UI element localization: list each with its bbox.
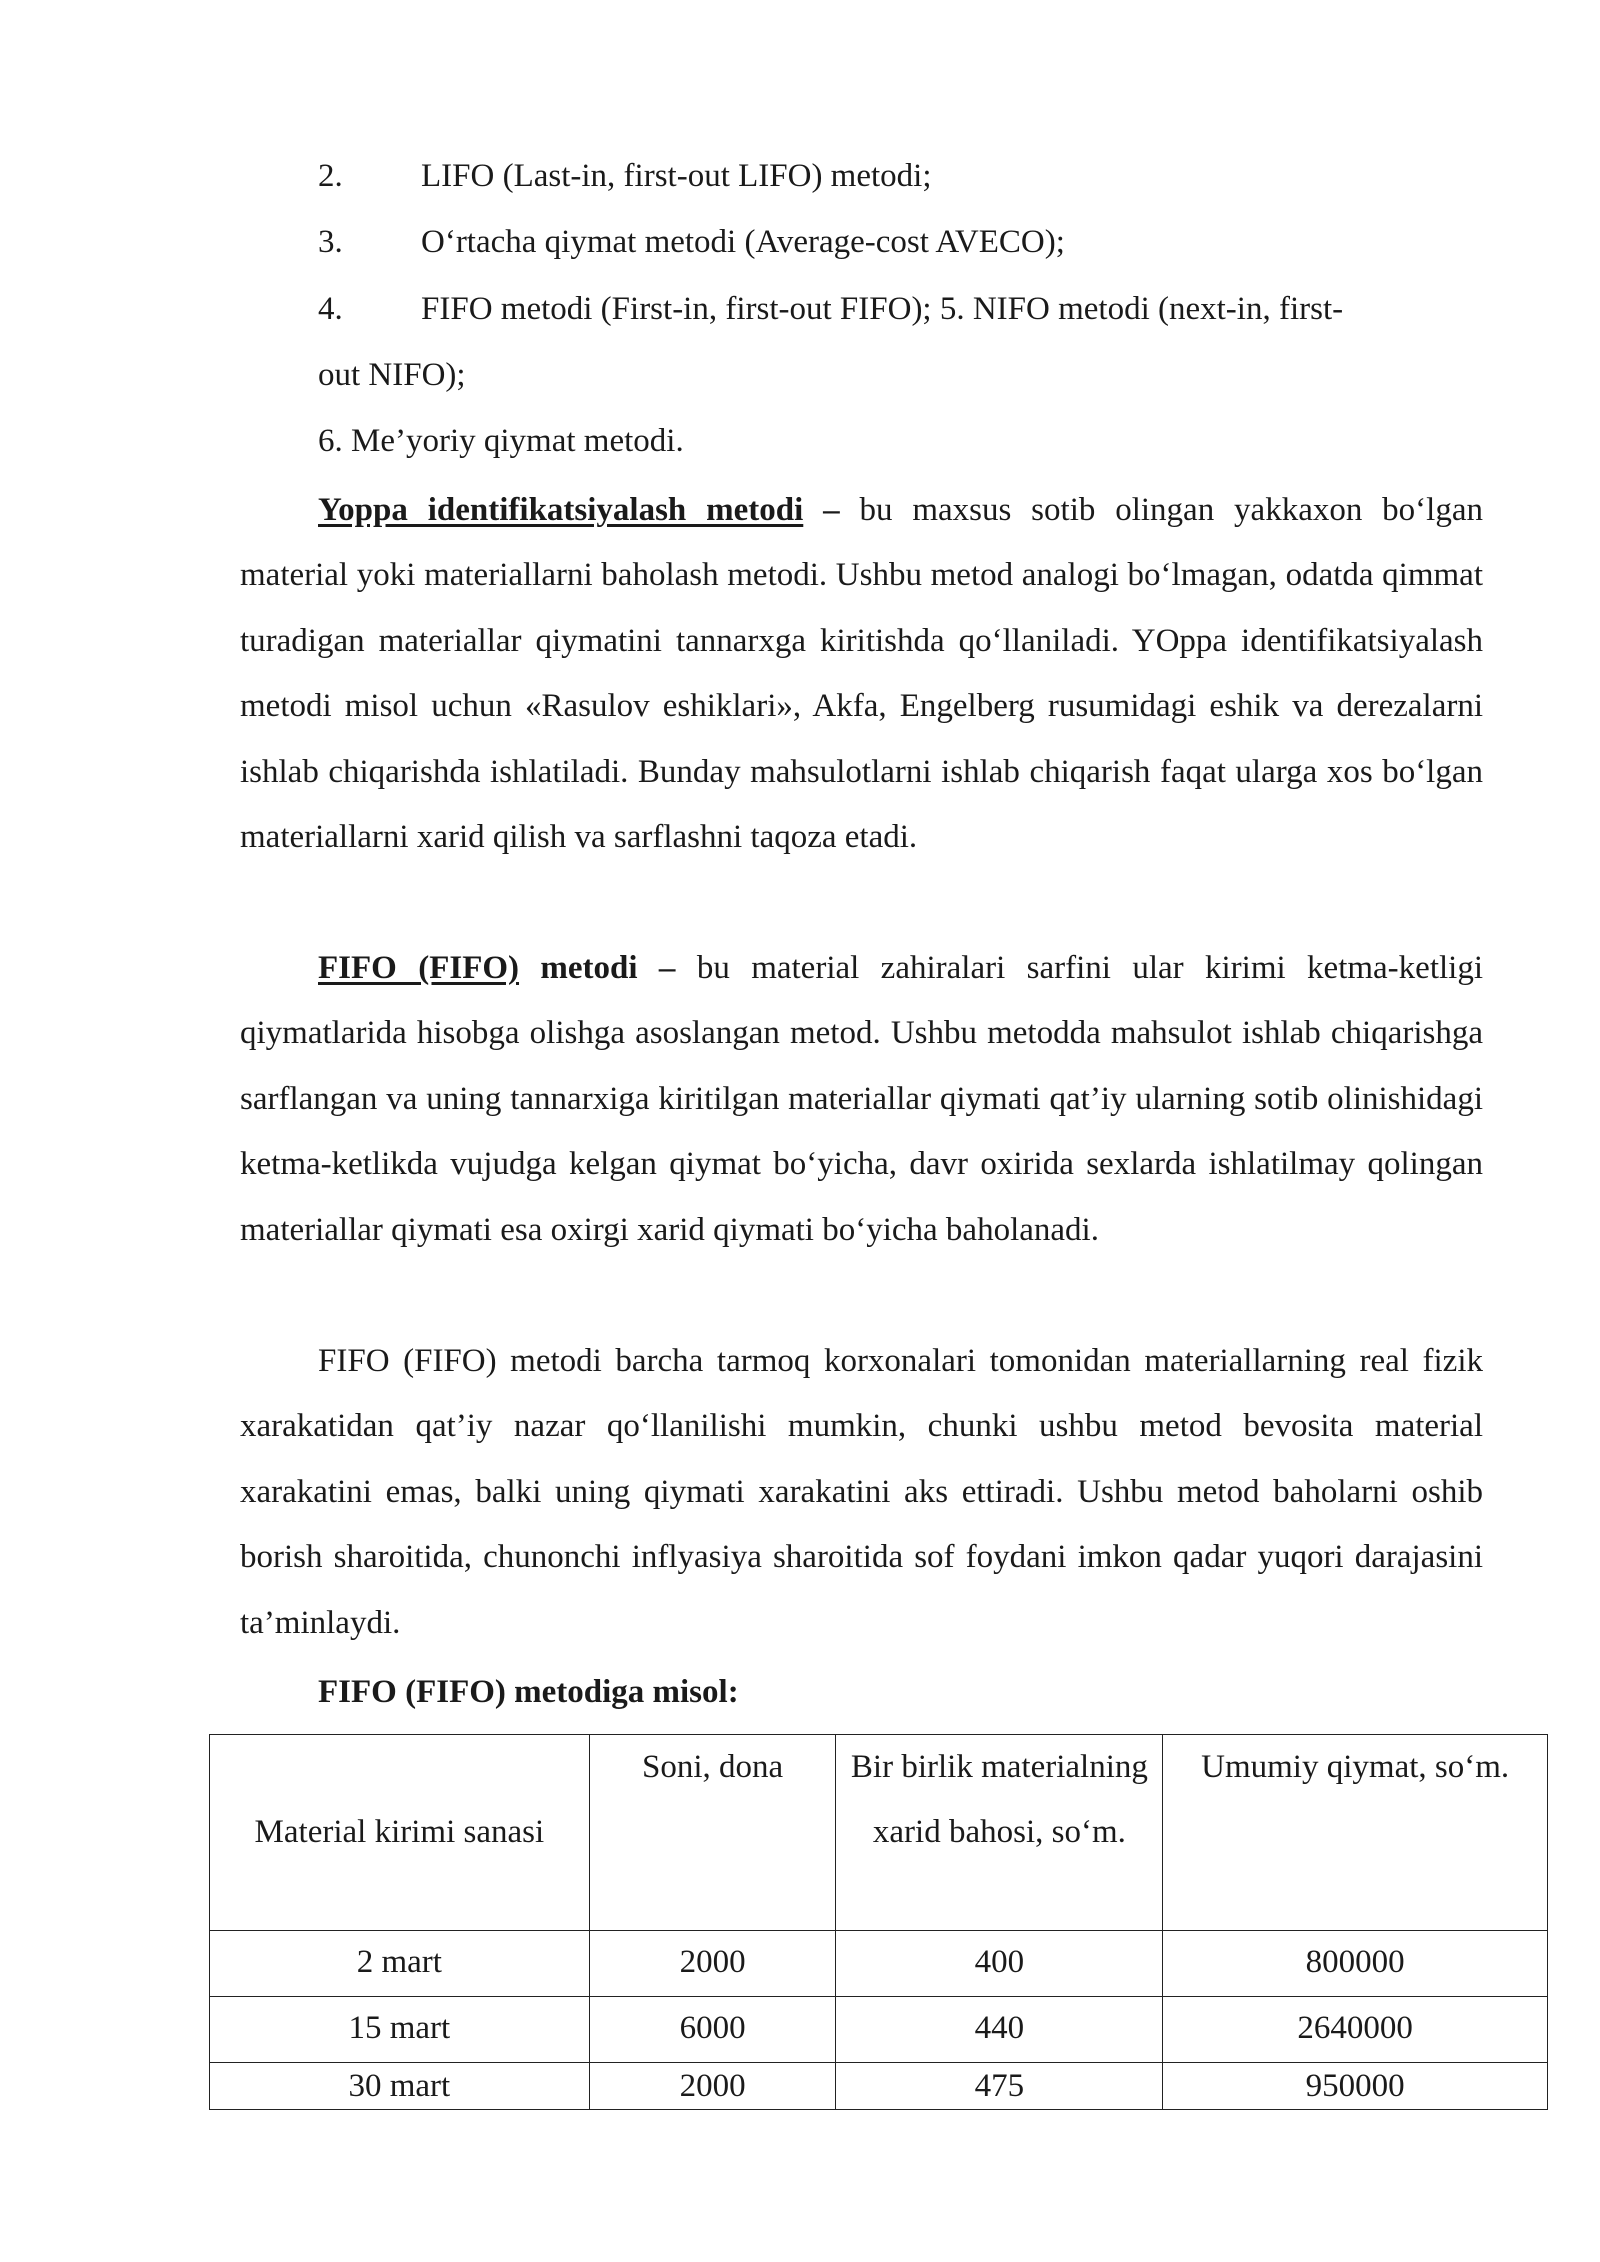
cell-date: 30 mart [210,2063,590,2110]
list-text: LIFO (Last-in, first-out LIFO) metodi; [421,158,932,194]
header-quantity: Soni, dona [589,1735,836,1931]
table-row [210,2063,1548,2110]
cell-quantity: 2000 [589,2063,836,2110]
table-row [210,1931,1548,1997]
paragraph-text: bu material zahiralari sarfini ular kirimi ketma-ketligi qiymatlarida hisobga olishga asoslangan metod. Ushbu metodda mahsulot ishlab chiqarishga sarflangan va uning tannarxiga kiritilgan materiallar qiymati qat’iy ularning sotib olinishidagi ketma-ketlikda vujudga kelgan qiymat bo‘yicha, davr oxirida sexlarda ishlatilmay qolingan materiallar qiymati esa oxirgi xarid qiymati bo‘yicha baholanadi. [240,950,1483,1248]
term-dash: – [803,492,860,528]
cell-total: 800000 [1163,1931,1548,1997]
cell-quantity: 6000 [589,1997,836,2063]
term-fifo: FIFO (FIFO) [318,950,520,986]
list-text: FIFO metodi (First-in, first-out FIFO); 5. NIFO metodi (next-in, first- [421,291,1344,327]
header-unit-price: Bir birlik materialning xarid bahosi, so‘m. [836,1735,1163,1931]
list-item [318,154,1483,198]
list-text: 6. Me’yoriy qiymat metodi. [318,423,684,459]
fifo-example-table [209,1734,1548,2110]
cell-date: 15 mart [210,1997,590,2063]
list-number: 3. [318,224,343,260]
list-item [318,220,1483,264]
cell-total: 950000 [1163,2063,1548,2110]
list-number: 2. [318,158,343,194]
header-total: Umumiy qiymat, so‘m. [1163,1735,1548,1931]
paragraph-yoppa [240,478,1483,870]
table-row [210,1997,1548,2063]
list-item-continuation [318,353,1483,397]
cell-quantity: 2000 [589,1931,836,1997]
term-yoppa: Yoppa identifikatsiyalash metodi [318,492,804,528]
list-text: O‘rtacha qiymat metodi (Average-cost AVECO); [421,224,1065,260]
list-number: 4. [318,291,343,327]
term-suffix: metodi [519,950,638,986]
paragraph-fifo-usage [240,1329,1483,1656]
list-item [318,419,1483,463]
list-item [318,287,1483,331]
list-text: out NIFO); [318,357,466,393]
term-dash: – [637,950,697,986]
table-header-row [210,1735,1548,1931]
cell-total: 2640000 [1163,1997,1548,2063]
paragraph-text: FIFO (FIFO) metodi barcha tarmoq korxonalari tomonidan materiallarning real fizik xarakatidan qat’iy nazar qo‘llanilishi mumkin, chunki ushbu metod bevosita material xarakatini emas, balki uning qiymati xarakatini aks ettiradi. Ushbu metod baholarni oshib borish sharoitida, chunonchi inflyasiya sharoitida sof foydani imkon qadar yuqori darajasini ta’minlaydi. [240,1343,1483,1641]
paragraph-text: bu maxsus sotib olingan yakkaxon bo‘lgan material yoki materiallarni baholash metodi. Ushbu metod analogi bo‘lmagan, odatda qimmat turadigan materiallar qiymatini tannarxga kiritishda qo‘llaniladi. YOppa identifikatsiyalash metodi misol uchun «Rasulov eshiklari», Akfa, Engelberg rusumidagi eshik va derezalarni ishlab chiqarishda ishlatiladi. Bunday mahsulotlarni ishlab chiqarish faqat ularga xos bo‘lgan materiallarni xarid qilish va sarflashni taqoza etadi. [240,492,1483,856]
paragraph-fifo-definition [240,936,1483,1263]
header-date: Material kirimi sanasi [210,1735,590,1931]
cell-date: 2 mart [210,1931,590,1997]
cell-unit-price: 400 [836,1931,1163,1997]
cell-unit-price: 475 [836,2063,1163,2110]
cell-unit-price: 440 [836,1997,1163,2063]
example-heading: FIFO (FIFO) metodiga misol: [318,1674,739,1710]
